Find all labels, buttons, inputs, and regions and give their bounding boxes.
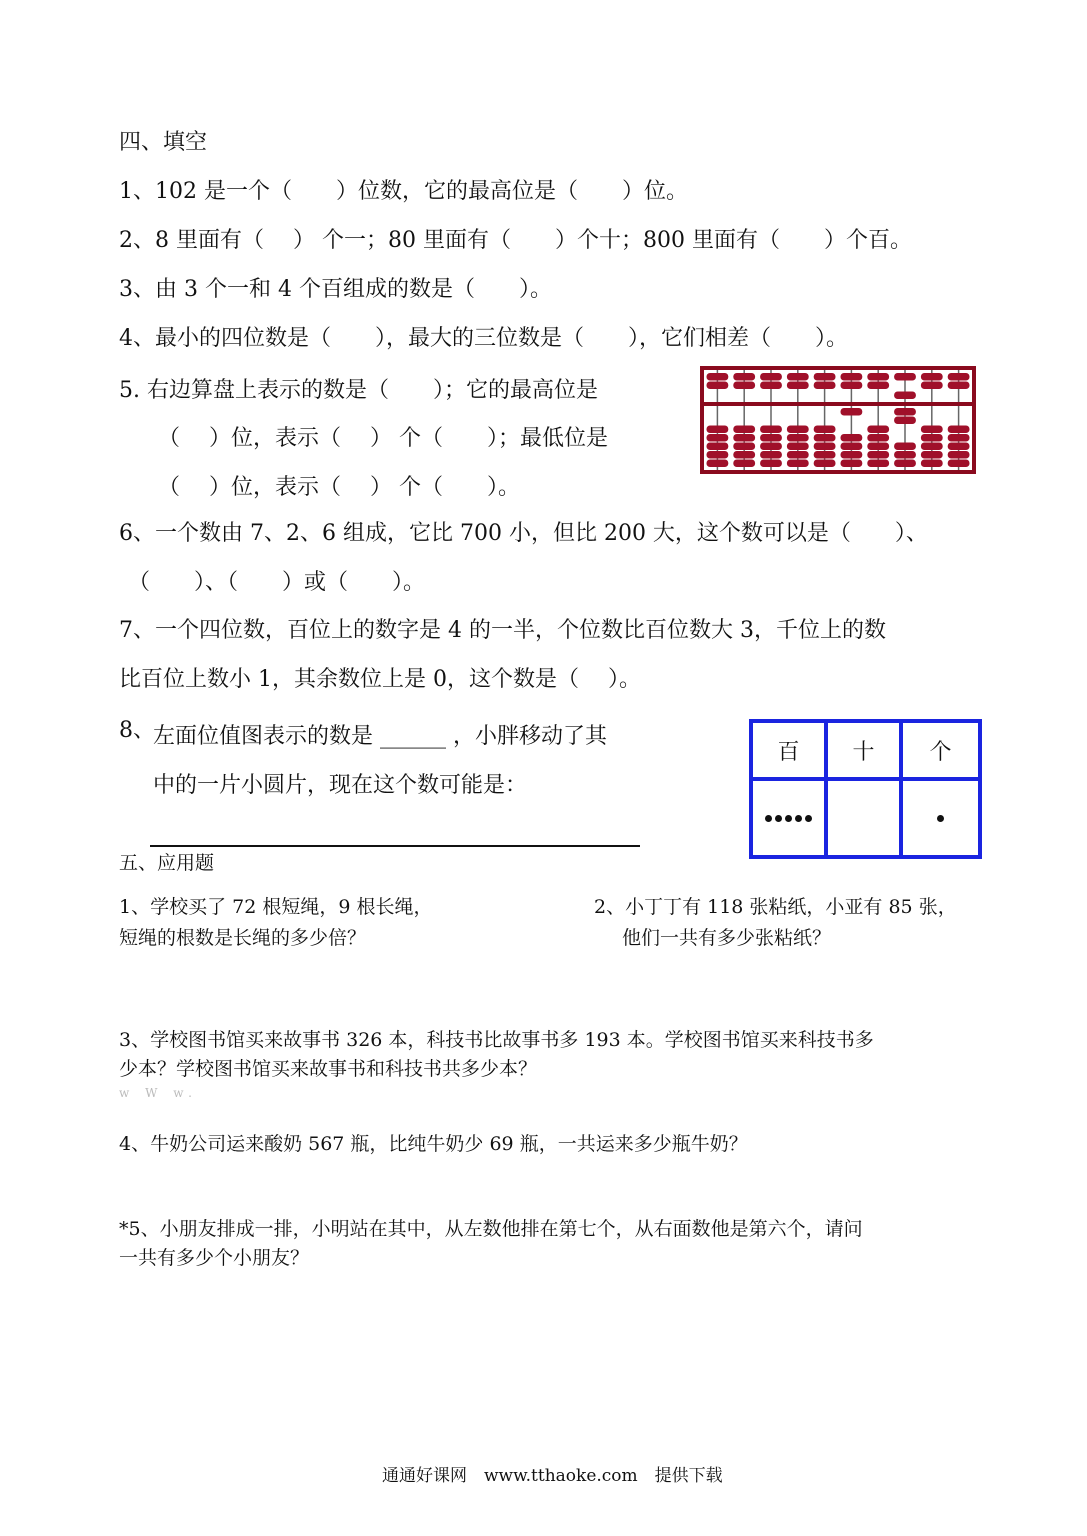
abacus-bead (787, 382, 809, 390)
abacus-bead (787, 373, 809, 381)
pv-header-hundreds: 百 (753, 723, 828, 781)
faint-watermark: w W w. (119, 1086, 198, 1100)
place-value-table (749, 719, 982, 859)
problem-5-line-2: 一共有多少个小朋友？ (119, 1247, 310, 1269)
problem-2-line-2: 他们一共有多少张粘纸？ (622, 927, 832, 949)
question-4: 4、最小的四位数是（ ），最大的三位数是（ ），它们相差（ ）。 (119, 326, 848, 351)
counter-dot (765, 815, 772, 822)
abacus-bead (707, 382, 729, 390)
abacus-bead (841, 408, 863, 416)
abacus-bead (921, 426, 943, 434)
question-7-line-2: 比百位上数小 1，其余数位上是 0，这个数是（ ）。 (119, 667, 641, 692)
abacus-bead (867, 451, 889, 459)
abacus-bead (841, 460, 863, 468)
abacus-bead (948, 426, 970, 434)
abacus-bead (948, 443, 970, 451)
abacus-bead (948, 373, 970, 381)
abacus-bead (948, 460, 970, 468)
abacus-bead (894, 408, 916, 416)
abacus-bead (814, 443, 836, 451)
abacus-bead (760, 460, 782, 468)
abacus-bead (921, 443, 943, 451)
abacus-bead (814, 373, 836, 381)
abacus-bead (921, 373, 943, 381)
abacus-bead (733, 460, 755, 468)
abacus-bead (841, 373, 863, 381)
abacus-bead (760, 451, 782, 459)
abacus-bead (787, 434, 809, 442)
problem-3-line-1: 3、学校图书馆买来故事书 326 本，科技书比故事书多 193 本。学校图书馆买来科技书多 (119, 1029, 874, 1051)
abacus-bead (814, 434, 836, 442)
abacus-bead (760, 382, 782, 390)
abacus-bead (760, 373, 782, 381)
counter-dot (775, 815, 782, 822)
abacus-bead (707, 373, 729, 381)
abacus-bead (760, 434, 782, 442)
abacus-bead (760, 443, 782, 451)
abacus-bead (814, 451, 836, 459)
abacus-beam (704, 402, 972, 406)
counter-dot (785, 815, 792, 822)
abacus-bead (707, 434, 729, 442)
abacus-bead (707, 426, 729, 434)
problem-4: 4、牛奶公司运来酸奶 567 瓶，比纯牛奶少 69 瓶，一共运来多少瓶牛奶？ (119, 1133, 748, 1155)
abacus-bead (894, 460, 916, 468)
question-8-number: 8、 (119, 718, 155, 743)
problem-1-line-2: 短绳的根数是长绳的多少倍？ (119, 927, 367, 949)
pv-cell-hundreds (753, 781, 828, 855)
abacus-bead (787, 426, 809, 434)
question-5-line-2: （ ）位，表示（ ） 个（ ）；最低位是 (158, 426, 608, 451)
abacus-bead (707, 460, 729, 468)
answer-underline (150, 845, 640, 847)
abacus-bead (760, 426, 782, 434)
abacus-bead (787, 460, 809, 468)
pv-cell-tens (828, 781, 903, 855)
problem-5-line-1: *5、小朋友排成一排，小明站在其中，从左数他排在第七个，从右面数他是第六个，请问 (119, 1218, 863, 1240)
abacus-bead (867, 426, 889, 434)
problem-1-line-1: 1、学校买了 72 根短绳，9 根长绳， (119, 896, 433, 918)
pv-header-ones: 个 (903, 723, 978, 781)
abacus-bead (867, 460, 889, 468)
abacus-bead (894, 373, 916, 381)
question-8-line-2: 中的一片小圆片，现在这个数可能是： (153, 773, 528, 798)
abacus-bead (867, 443, 889, 451)
question-6-line-2: （ ）、（ ）或（ ）。 (128, 570, 426, 595)
abacus-bead (841, 434, 863, 442)
counter-dot (805, 815, 812, 822)
question-8-line-1: 左面位值图表示的数是 ______ ，小胖移动了其 (153, 724, 607, 749)
abacus-bead (921, 434, 943, 442)
abacus-bead (707, 451, 729, 459)
abacus-bead (867, 373, 889, 381)
abacus-bead (948, 451, 970, 459)
section-5-title: 五、应用题 (119, 852, 215, 874)
question-1: 1、102 是一个（ ）位数，它的最高位是（ ）位。 (119, 179, 688, 204)
question-5-line-1: 5. 右边算盘上表示的数是（ ）；它的最高位是 (119, 378, 598, 403)
abacus-bead (948, 434, 970, 442)
question-7-line-1: 7、一个四位数，百位上的数字是 4 的一半，个位数比百位数大 3，千位上的数 (119, 618, 886, 643)
question-3: 3、由 3 个一和 4 个百组成的数是（ ）。 (119, 277, 552, 302)
abacus-bead (733, 382, 755, 390)
abacus-bead (894, 392, 916, 400)
abacus-bead (948, 382, 970, 390)
abacus-bead (814, 460, 836, 468)
abacus-bead (733, 451, 755, 459)
abacus-bead (733, 434, 755, 442)
abacus-bead (921, 460, 943, 468)
pv-cell-ones (903, 781, 978, 855)
abacus-bead (733, 443, 755, 451)
abacus-bead (921, 382, 943, 390)
abacus-bead (814, 426, 836, 434)
abacus-bead (867, 382, 889, 390)
problem-2-line-1: 2、小丁丁有 118 张粘纸，小亚有 85 张， (594, 896, 957, 918)
abacus-bead (814, 382, 836, 390)
abacus-bead (787, 443, 809, 451)
abacus-bead (921, 451, 943, 459)
abacus-bead (841, 443, 863, 451)
abacus-bead (733, 426, 755, 434)
abacus-bead (867, 434, 889, 442)
counter-dot (937, 815, 944, 822)
footer-text: 通通好课网 www.tthaoke.com 提供下载 (382, 1466, 723, 1486)
abacus-bead (894, 451, 916, 459)
question-5-line-3: （ ）位，表示（ ） 个（ ）。 (158, 475, 520, 500)
abacus-image (700, 366, 976, 474)
section-4-title: 四、填空 (119, 130, 208, 155)
pv-header-tens: 十 (828, 723, 903, 781)
abacus-bead (787, 451, 809, 459)
abacus-bead (894, 443, 916, 451)
abacus-bead (707, 443, 729, 451)
problem-3-line-2: 少本？学校图书馆买来故事书和科技书共多少本？ (119, 1058, 538, 1080)
question-2: 2、8 里面有（ ） 个一；80 里面有（ ）个十；800 里面有（ ）个百。 (119, 228, 912, 253)
question-6-line-1: 6、一个数由 7、2、6 组成，它比 700 小，但比 200 大，这个数可以是（ ）、 (119, 521, 928, 546)
abacus-bead (894, 417, 916, 425)
abacus-bead (841, 451, 863, 459)
abacus-bead (733, 373, 755, 381)
abacus-bead (841, 382, 863, 390)
counter-dot (795, 815, 802, 822)
